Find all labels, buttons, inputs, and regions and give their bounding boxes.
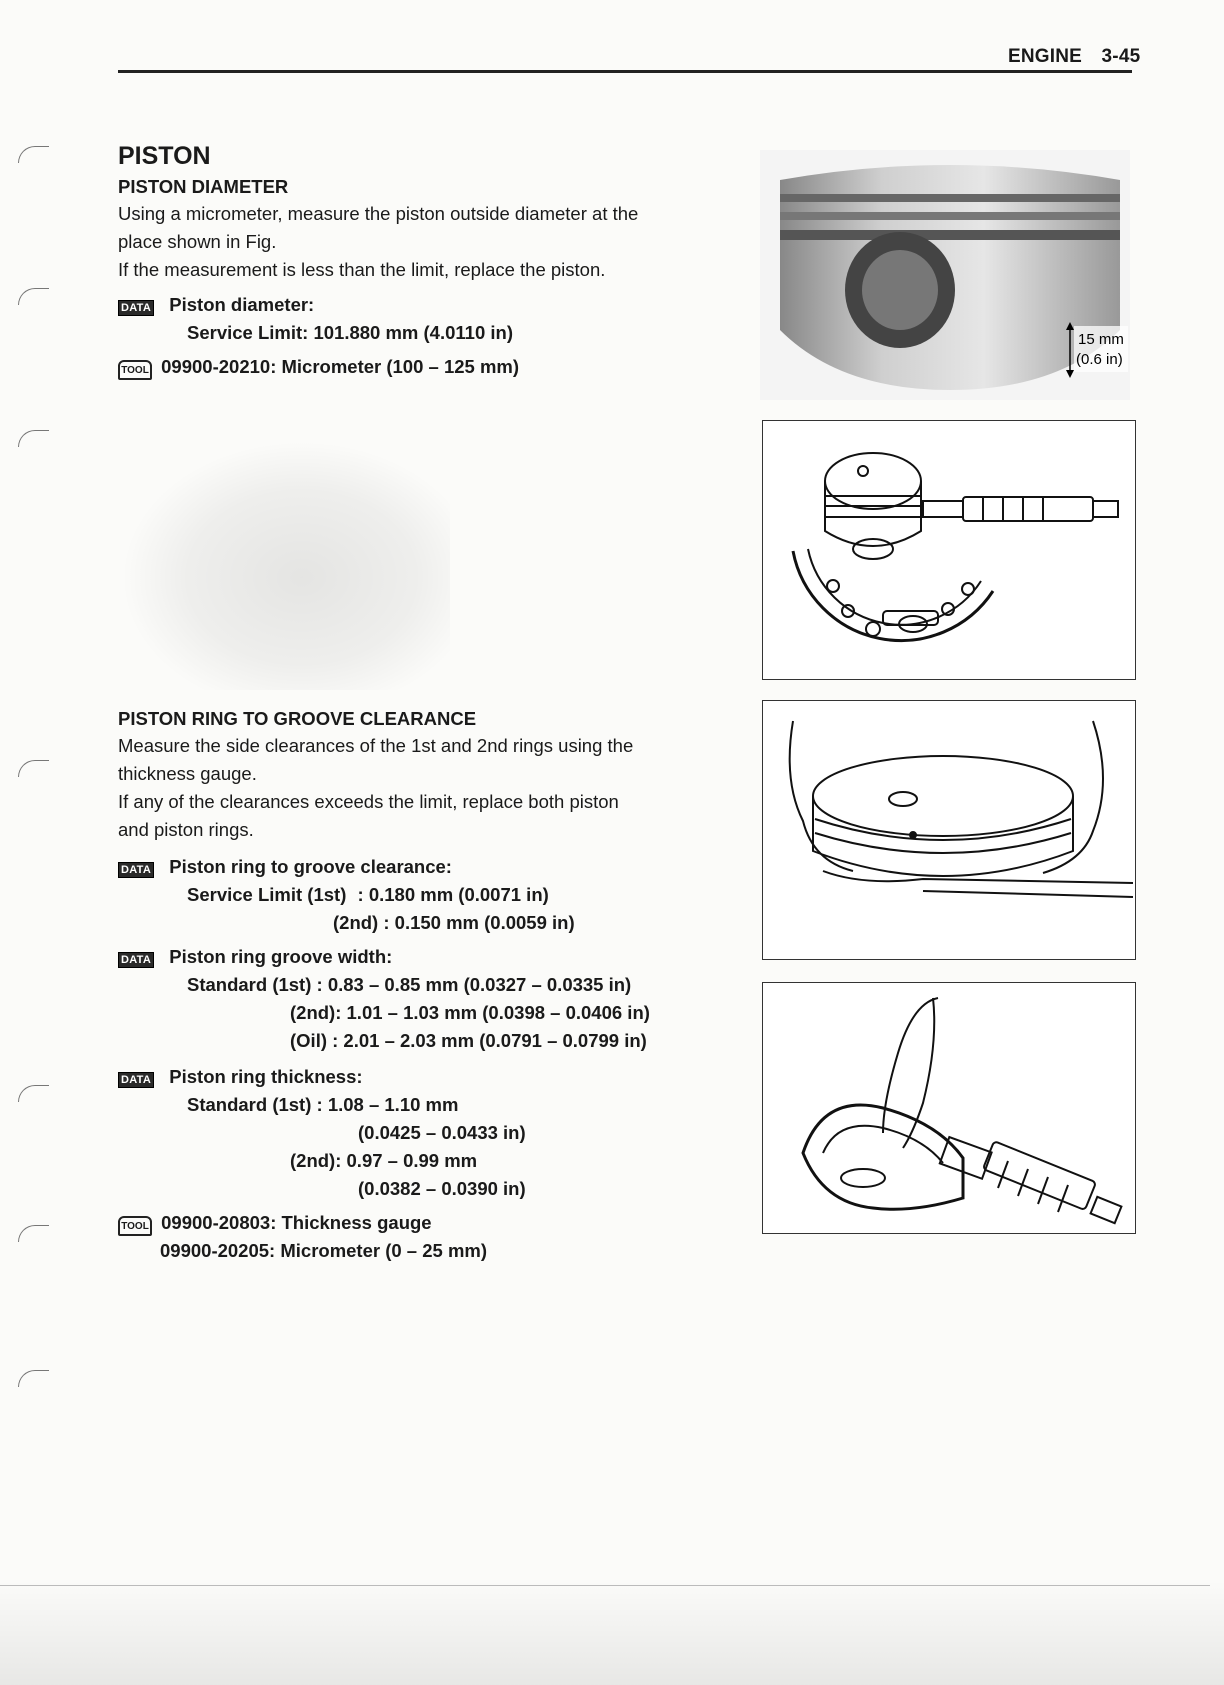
clearance-prefix: Service Limit (1st) bbox=[187, 884, 347, 905]
thickness-row-2nd: (2nd): 0.97 – 0.99 mm bbox=[290, 1150, 478, 1171]
spec-label: Piston diameter: bbox=[169, 294, 315, 315]
width-row-1st: Standard (1st) : 0.83 – 0.85 mm (0.0327 – 0.0335 in) bbox=[187, 974, 632, 995]
text-line: place shown in Fig. bbox=[118, 231, 277, 252]
spec-groove-clearance bbox=[118, 856, 452, 878]
scan-shadow bbox=[0, 1580, 1224, 1685]
piston-photo-illustration bbox=[760, 150, 1130, 400]
ring-micrometer-drawing bbox=[763, 983, 1135, 1233]
running-header bbox=[1008, 46, 1140, 68]
thickness-gauge-drawing bbox=[763, 701, 1135, 959]
tool-icon: TOOL bbox=[118, 1216, 152, 1236]
text-line: thickness gauge. bbox=[118, 763, 257, 784]
diameter-instructions bbox=[118, 200, 738, 284]
figure-micrometer-piston bbox=[762, 420, 1136, 680]
tool-name: 09900-20205: Micrometer (0 – 25 mm) bbox=[160, 1240, 488, 1261]
groove-instructions bbox=[118, 732, 738, 844]
data-icon: DATA bbox=[118, 862, 154, 878]
spec-label: Piston ring thickness: bbox=[169, 1066, 363, 1087]
spec-groove-width bbox=[118, 946, 392, 968]
tool-name: 09900-20210: Micrometer (100 – 125 mm) bbox=[161, 356, 520, 377]
figure-ring-micrometer bbox=[762, 982, 1136, 1234]
section-title: PISTON bbox=[118, 142, 211, 170]
tool-line bbox=[118, 1212, 432, 1236]
binder-mark bbox=[18, 1085, 49, 1102]
width-row-oil: (Oil) : 2.01 – 2.03 mm (0.0791 – 0.0799 in) bbox=[290, 1030, 647, 1051]
binder-mark bbox=[18, 1225, 49, 1242]
binder-mark bbox=[18, 146, 49, 163]
figure-piston-photo bbox=[760, 150, 1130, 400]
text-line: Using a micrometer, measure the piston outside diameter at the bbox=[118, 203, 639, 224]
text-line: and piston rings. bbox=[118, 819, 254, 840]
dim-mm: 15 mm bbox=[1078, 331, 1124, 348]
clearance-row-1st bbox=[187, 884, 549, 906]
page-number: 3-45 bbox=[1101, 46, 1141, 67]
spec-ring-thickness bbox=[118, 1066, 363, 1088]
tool-name: 09900-20803: Thickness gauge bbox=[161, 1212, 432, 1233]
service-limit: Service Limit: 101.880 mm (4.0110 in) bbox=[187, 322, 513, 343]
binder-mark bbox=[18, 430, 49, 447]
dim-in: (0.6 in) bbox=[1076, 351, 1123, 368]
text-line: If any of the clearances exceeds the limit, replace both piston bbox=[118, 791, 619, 812]
header-rule bbox=[118, 70, 1132, 73]
clearance-value: : 0.150 mm (0.0059 in) bbox=[383, 912, 575, 933]
bleed-through-image bbox=[120, 440, 450, 690]
micrometer-drawing bbox=[763, 421, 1135, 679]
data-icon: DATA bbox=[118, 952, 154, 968]
data-icon: DATA bbox=[118, 300, 154, 316]
spec-label: Piston ring to groove clearance: bbox=[169, 856, 452, 877]
spec-piston-diameter bbox=[118, 294, 314, 316]
clearance-value: : 0.180 mm (0.0071 in) bbox=[357, 884, 549, 905]
clearance-prefix: (2nd) bbox=[333, 912, 379, 933]
text-line: If the measurement is less than the limit, replace the piston. bbox=[118, 259, 606, 280]
figure-thickness-gauge bbox=[762, 700, 1136, 960]
groove-heading: PISTON RING TO GROOVE CLEARANCE bbox=[118, 708, 477, 729]
thickness-row-2nd-in: (0.0382 – 0.0390 in) bbox=[358, 1178, 526, 1199]
binder-mark bbox=[18, 288, 49, 305]
data-icon: DATA bbox=[118, 1072, 154, 1088]
thickness-row-1st: Standard (1st) : 1.08 – 1.10 mm bbox=[187, 1094, 459, 1115]
binder-mark bbox=[18, 1370, 49, 1387]
clearance-row-2nd bbox=[333, 912, 575, 934]
spec-label: Piston ring groove width: bbox=[169, 946, 393, 967]
header-section: ENGINE bbox=[1008, 46, 1083, 67]
tool-icon: TOOL bbox=[118, 360, 152, 380]
tool-line bbox=[118, 356, 519, 380]
subsection-heading: PISTON DIAMETER bbox=[118, 176, 289, 197]
thickness-row-1st-in: (0.0425 – 0.0433 in) bbox=[358, 1122, 526, 1143]
width-row-2nd: (2nd): 1.01 – 1.03 mm (0.0398 – 0.0406 in) bbox=[290, 1002, 650, 1023]
text-line: Measure the side clearances of the 1st and 2nd rings using the bbox=[118, 735, 634, 756]
binder-mark bbox=[18, 760, 49, 777]
page-edge bbox=[0, 1585, 1210, 1586]
